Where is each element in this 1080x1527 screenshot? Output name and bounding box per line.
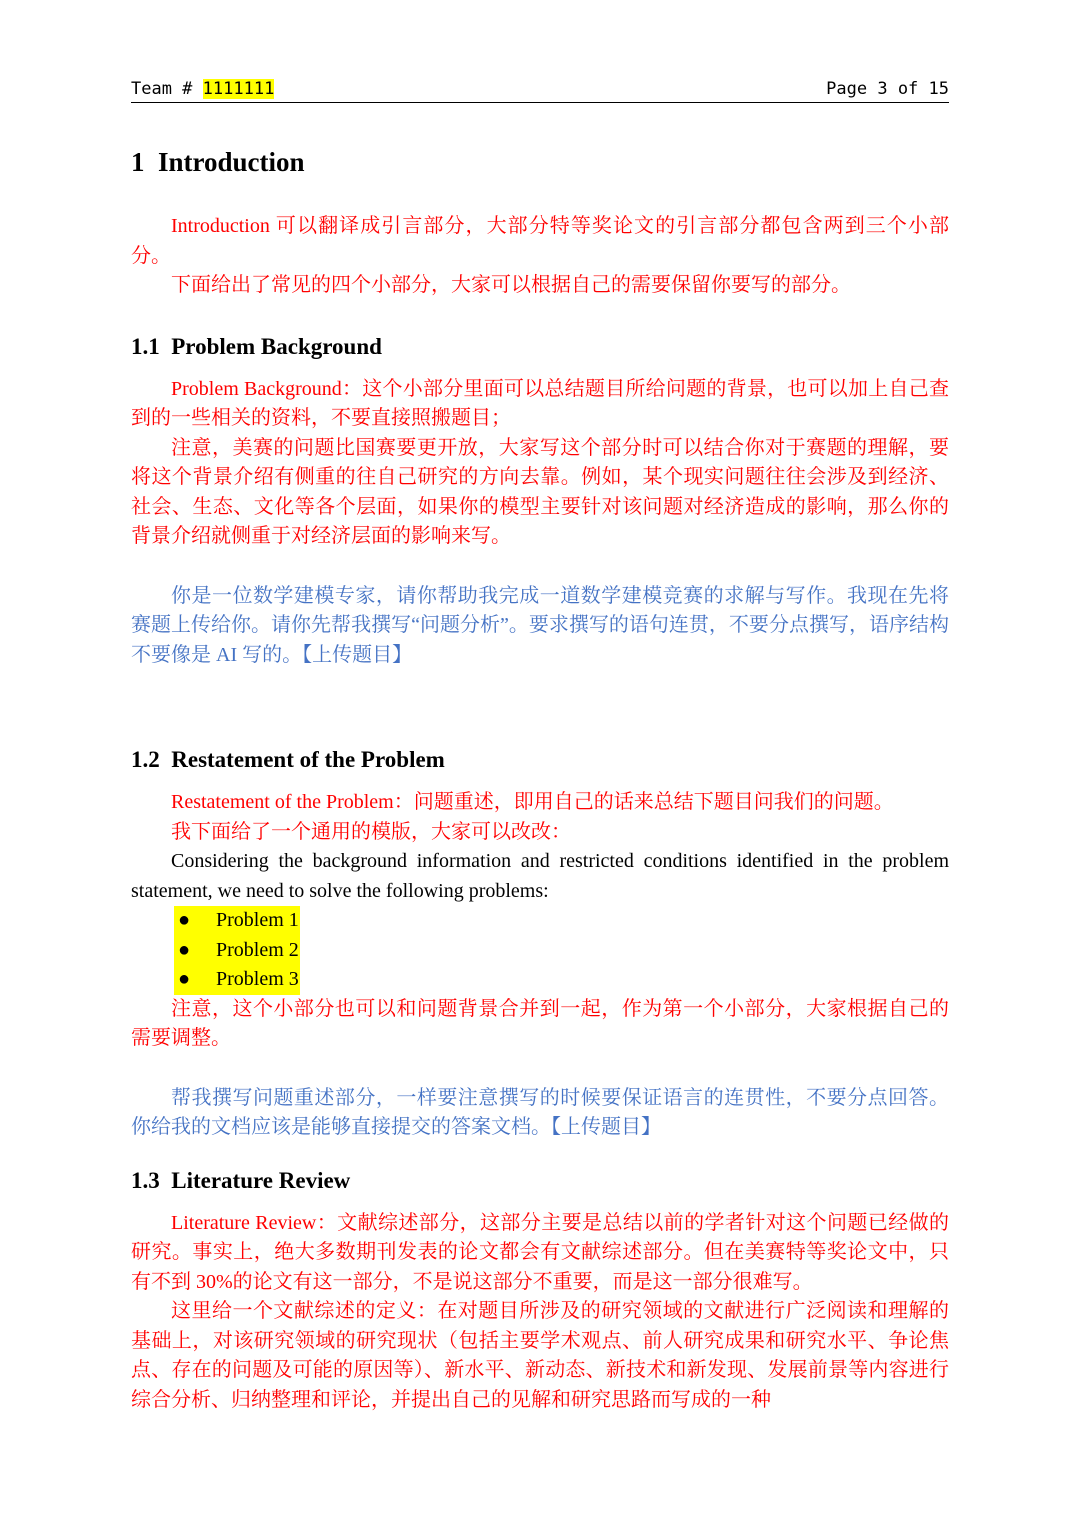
spacer (131, 1054, 949, 1084)
bullet-icon: ● (178, 909, 191, 931)
problem-item-3: Problem 3 (216, 968, 299, 990)
section-title-introduction: 1 Introduction (131, 147, 305, 177)
list-item (131, 936, 949, 966)
restatement-note: 注意，这个小部分也可以和问题背景合并到一起，作为第一个小部分，大家根据自己的需要调整。 (131, 997, 949, 1049)
page-header (131, 76, 949, 103)
page-content (131, 140, 949, 1415)
bullet-icon: ● (178, 938, 191, 961)
team-number: 1111111 (202, 79, 275, 99)
document-page (131, 0, 949, 1527)
background-paragraph-1: Problem Background：这个小部分里面可以总结题目所给问题的背景，也可以加上自己查到的一些相关的资料，不要直接照搬题目； (131, 377, 949, 429)
list-item (131, 906, 949, 936)
restatement-template: Considering the background information and restricted conditions identified in the problem statement, we need to solve the following problems: (131, 850, 949, 902)
literature-paragraph-2: 这里给一个文献综述的定义：在对题目所涉及的研究领域的文献进行广泛阅读和理解的基础上，对该研究领域的研究现状（包括主要学术观点、前人研究成果和研究水平、争论焦点、存在的问题及可能的原因等）、新水平、新动态、新技术和新发现、发展前景等内容进行综合分析、归纳整理和评论，并提出自己的见解和研究思路而写成的一种 (131, 1300, 949, 1411)
intro-paragraph-2: 下面给出了常见的四个小部分，大家可以根据自己的需要保留你要写的部分。 (171, 274, 851, 296)
section-title-literature-review: 1.3 Literature Review (131, 1167, 351, 1193)
section-title-problem-background: 1.1 Problem Background (131, 333, 382, 359)
literature-paragraph-1: Literature Review：文献综述部分，这部分主要是总结以前的学者针对这个问题已经做的研究。事实上，绝大多数期刊发表的论文都会有文献综述部分。但在美赛特等奖论文中，只有不到 30%的论文有这一部分，不是说这部分不重要，而是这一部分很难写。 (131, 1211, 949, 1293)
team-label (131, 76, 274, 102)
spacer (131, 670, 949, 724)
problem-list (131, 906, 949, 995)
list-item (131, 965, 949, 995)
intro-paragraph-1: Introduction 可以翻译成引言部分，大部分特等奖论文的引言部分都包含两到三个小部分。 (131, 215, 949, 267)
spacer (131, 552, 949, 582)
problem-item-1: Problem 1 (216, 909, 299, 931)
problem-item-2: Problem 2 (216, 938, 299, 961)
restatement-paragraph-1: Restatement of the Problem：问题重述，即用自己的话来总结下题目问我们的问题。 (171, 791, 894, 813)
page-number: Page 3 of 15 (826, 79, 949, 99)
bullet-icon: ● (178, 968, 191, 990)
restatement-paragraph-2: 我下面给了一个通用的模版，大家可以改改： (171, 820, 571, 843)
background-prompt: 你是一位数学建模专家，请你帮助我完成一道数学建模竞赛的求解与写作。我现在先将赛题上传给你。请你先帮我撰写“问题分析”。要求撰写的语句连贯，不要分点撰写，语序结构不要像是 AI 写的。【上传题目】 (131, 584, 949, 666)
section-title-restatement: 1.2 Restatement of the Problem (131, 747, 445, 772)
restatement-prompt: 帮我撰写问题重述部分，一样要注意撰写的时候要保证语言的连贯性，不要分点回答。你给我的文档应该是能够直接提交的答案文档。【上传题目】 (131, 1086, 949, 1138)
team-label-text: Team # (131, 79, 203, 99)
background-paragraph-2: 注意，美赛的问题比国赛要更开放，大家写这个部分时可以结合你对于赛题的理解，要将这个背景介绍有侧重的往自己研究的方向去靠。例如，某个现实问题往往会涉及到经济、社会、生态、文化等各个层面，如果你的模型主要针对该问题对经济造成的影响，那么你的背景介绍就侧重于对经济层面的影响来写。 (131, 436, 949, 547)
